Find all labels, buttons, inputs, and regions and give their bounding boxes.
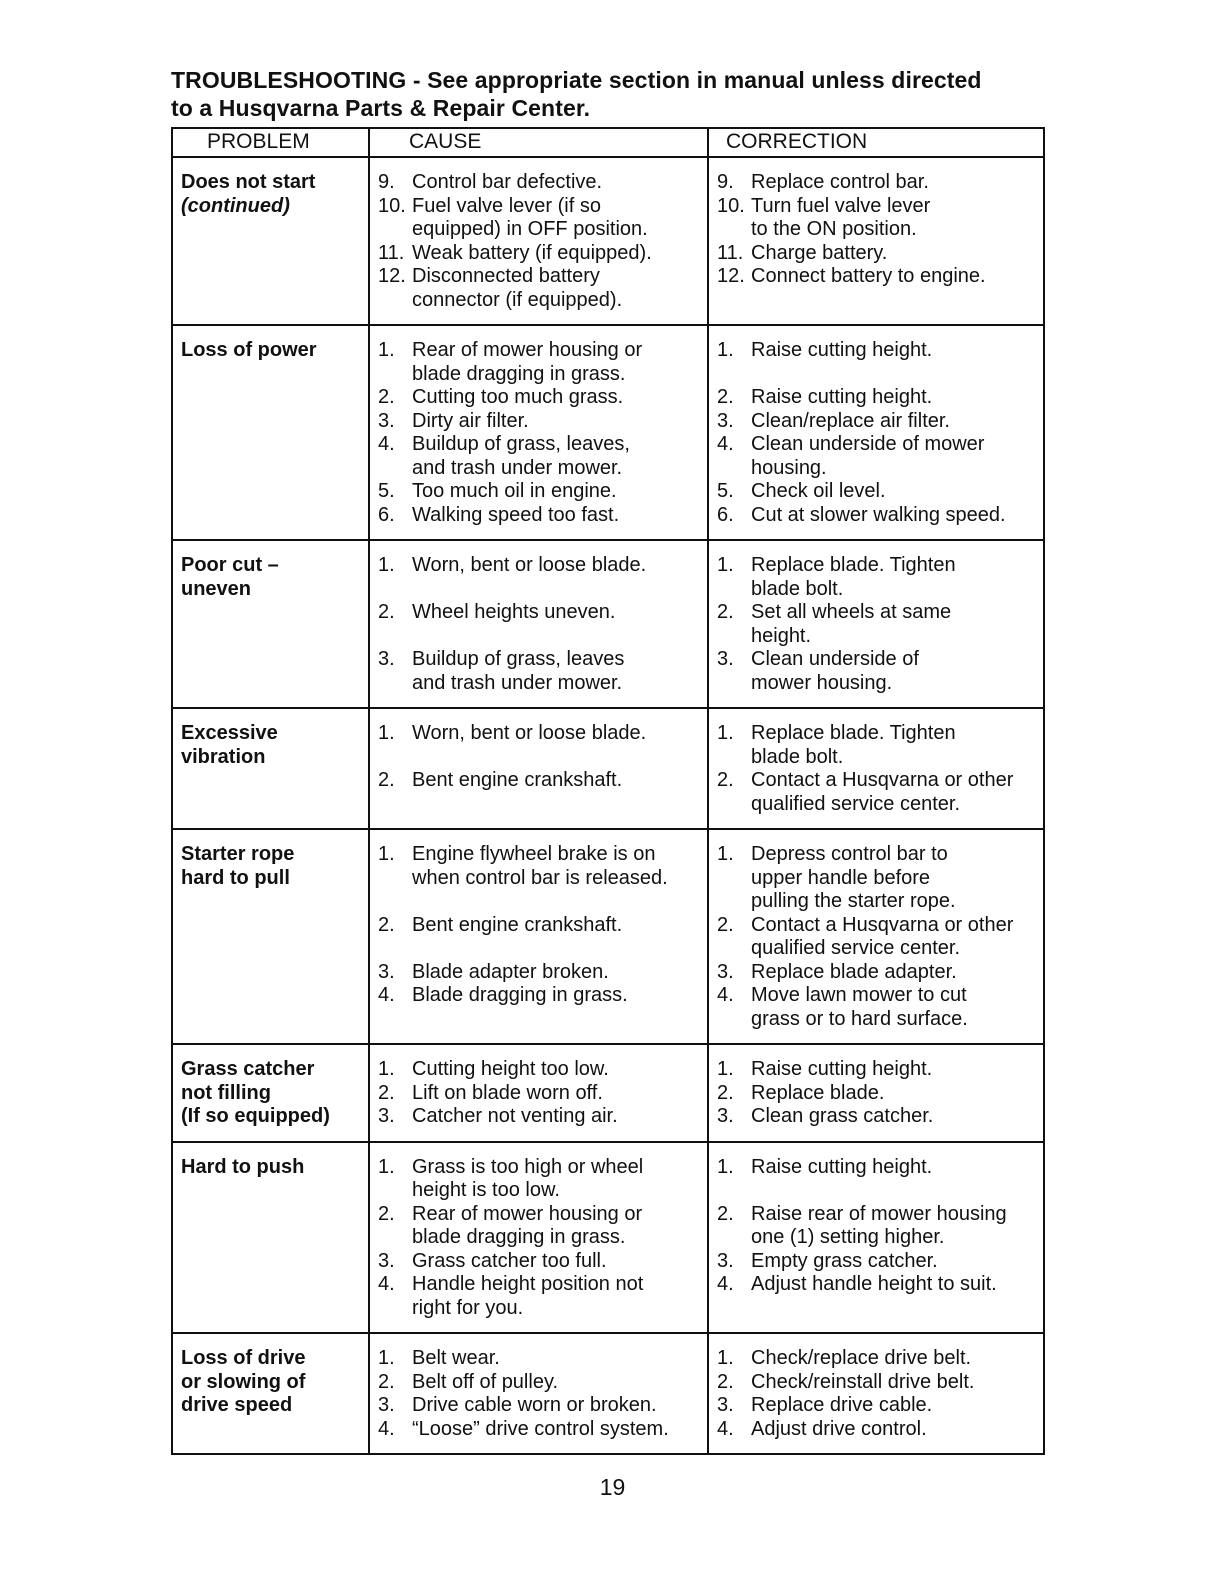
item-number: 2. bbox=[378, 1202, 395, 1225]
item-number: 1. bbox=[378, 1058, 395, 1080]
cause-cell bbox=[369, 325, 708, 540]
cause-item bbox=[378, 386, 703, 410]
item-number: 4. bbox=[378, 433, 395, 455]
cause-item bbox=[378, 339, 703, 386]
item-text: Grass is too high or wheel bbox=[412, 1155, 644, 1178]
cause-item bbox=[378, 1418, 703, 1442]
problem-cell bbox=[172, 829, 369, 1044]
cause-item bbox=[378, 843, 703, 914]
item-text: when control bar is released. bbox=[412, 866, 668, 889]
item-text: Catcher not venting air. bbox=[412, 1105, 618, 1127]
header-problem: PROBLEM bbox=[172, 128, 369, 157]
item-text: Raise cutting height. bbox=[751, 1155, 933, 1178]
item-number: 3. bbox=[717, 648, 734, 670]
item-text: Clean underside of mower bbox=[751, 433, 985, 455]
item-number: 3. bbox=[717, 409, 734, 432]
correction-item bbox=[717, 1105, 1039, 1129]
problem-text: uneven bbox=[181, 577, 252, 600]
cause-item bbox=[378, 554, 703, 601]
item-text: Blade dragging in grass. bbox=[412, 984, 628, 1006]
cause-item bbox=[378, 769, 703, 793]
problem-text: drive speed bbox=[181, 1394, 293, 1416]
problem-text: Hard to push bbox=[181, 1155, 305, 1178]
item-number: 10. bbox=[378, 194, 406, 217]
problem-text: or slowing of bbox=[181, 1370, 306, 1393]
cause-item bbox=[378, 1347, 703, 1371]
item-number: 3. bbox=[717, 960, 734, 983]
item-text: Replace blade. bbox=[751, 1081, 885, 1104]
title-line-2: to a Husqvarna Parts & Repair Center. bbox=[171, 95, 591, 121]
item-text: Cutting too much grass. bbox=[412, 386, 624, 408]
item-number: 5. bbox=[717, 480, 734, 502]
item-text: blade bolt. bbox=[751, 577, 844, 600]
item-text: Empty grass catcher. bbox=[751, 1249, 938, 1272]
cause-item bbox=[378, 648, 703, 695]
item-text: mower housing. bbox=[751, 671, 893, 694]
item-text: to the ON position. bbox=[751, 218, 917, 240]
item-text: Replace drive cable. bbox=[751, 1394, 933, 1416]
problem-text: Does not start bbox=[181, 171, 316, 193]
item-number: 4. bbox=[717, 984, 734, 1006]
item-text: Raise cutting height. bbox=[751, 1058, 933, 1080]
item-number: 12. bbox=[717, 265, 745, 287]
problem-cell bbox=[172, 540, 369, 708]
item-text: blade bolt. bbox=[751, 745, 844, 768]
correction-item bbox=[717, 410, 1039, 434]
item-text: Raise rear of mower housing bbox=[751, 1202, 1007, 1225]
item-number: 2. bbox=[717, 601, 734, 623]
cause-item bbox=[378, 1082, 703, 1106]
correction-cell bbox=[708, 540, 1044, 708]
cause-item bbox=[378, 1394, 703, 1418]
correction-item bbox=[717, 1250, 1039, 1274]
correction-item bbox=[717, 843, 1039, 914]
item-text: upper handle before bbox=[751, 866, 931, 889]
item-number: 4. bbox=[378, 984, 395, 1006]
item-text bbox=[751, 363, 1039, 387]
page-title bbox=[171, 66, 1071, 122]
correction-item bbox=[717, 195, 1039, 242]
problem-cell bbox=[172, 708, 369, 829]
item-text bbox=[412, 746, 703, 770]
item-number: 9. bbox=[717, 171, 734, 193]
item-number: 2. bbox=[717, 1370, 734, 1393]
correction-cell bbox=[708, 1142, 1044, 1334]
item-text: Raise cutting height. bbox=[751, 339, 933, 361]
correction-item bbox=[717, 171, 1039, 195]
item-text: Control bar defective. bbox=[412, 171, 603, 193]
cause-item bbox=[378, 171, 703, 195]
table-row bbox=[172, 157, 1044, 325]
item-text: Connect battery to engine. bbox=[751, 265, 986, 287]
correction-item bbox=[717, 480, 1039, 504]
problem-text: (continued) bbox=[181, 194, 290, 217]
item-text: qualified service center. bbox=[751, 937, 961, 959]
problem-text: vibration bbox=[181, 745, 266, 768]
item-text: Charge battery. bbox=[751, 241, 888, 264]
cause-item bbox=[378, 242, 703, 266]
item-text: qualified service center. bbox=[751, 792, 961, 815]
item-text: Engine flywheel brake is on bbox=[412, 843, 656, 865]
troubleshooting-table bbox=[171, 127, 1045, 1455]
item-text bbox=[412, 937, 703, 961]
item-number: 3. bbox=[378, 1105, 395, 1127]
item-number: 2. bbox=[378, 1081, 395, 1104]
cause-item bbox=[378, 410, 703, 434]
item-number: 1. bbox=[378, 339, 395, 361]
correction-item bbox=[717, 1347, 1039, 1371]
item-text bbox=[751, 1179, 1039, 1203]
problem-text: Loss of drive bbox=[181, 1347, 306, 1369]
correction-item bbox=[717, 339, 1039, 386]
item-number: 3. bbox=[717, 1105, 734, 1127]
item-number: 4. bbox=[378, 1273, 395, 1295]
item-text: Cut at slower walking speed. bbox=[751, 503, 1006, 526]
item-text: connector (if equipped). bbox=[412, 288, 623, 311]
header-correction: CORRECTION bbox=[708, 128, 1044, 157]
item-text: Grass catcher too full. bbox=[412, 1249, 607, 1272]
item-number: 6. bbox=[378, 503, 395, 526]
cause-item bbox=[378, 1105, 703, 1129]
correction-cell bbox=[708, 157, 1044, 325]
cause-item bbox=[378, 961, 703, 985]
cause-item bbox=[378, 601, 703, 648]
item-text: and trash under mower. bbox=[412, 671, 623, 694]
item-text: Buildup of grass, leaves, bbox=[412, 433, 630, 455]
item-number: 9. bbox=[378, 171, 395, 193]
item-number: 2. bbox=[378, 1370, 395, 1393]
item-text: Bent engine crankshaft. bbox=[412, 769, 623, 791]
item-number: 3. bbox=[378, 648, 395, 670]
problem-text: Grass catcher bbox=[181, 1058, 315, 1080]
cause-cell bbox=[369, 1333, 708, 1454]
item-text: Belt off of pulley. bbox=[412, 1370, 559, 1393]
item-number: 2. bbox=[378, 601, 395, 623]
cause-item bbox=[378, 984, 703, 1008]
item-text: Rear of mower housing or bbox=[412, 339, 643, 361]
item-text: Adjust drive control. bbox=[751, 1417, 927, 1440]
table-row bbox=[172, 540, 1044, 708]
correction-item bbox=[717, 769, 1039, 816]
item-text: Check/replace drive belt. bbox=[751, 1347, 972, 1369]
cause-item bbox=[378, 1273, 703, 1320]
item-text: Belt wear. bbox=[412, 1347, 500, 1369]
item-text: height. bbox=[751, 624, 812, 647]
item-text: pulling the starter rope. bbox=[751, 890, 956, 912]
item-text: Blade adapter broken. bbox=[412, 960, 609, 983]
item-number: 1. bbox=[717, 339, 734, 361]
correction-cell bbox=[708, 1333, 1044, 1454]
item-number: 1. bbox=[378, 843, 395, 865]
item-text: Clean underside of bbox=[751, 648, 919, 670]
correction-item bbox=[717, 914, 1039, 961]
correction-item bbox=[717, 984, 1039, 1031]
cause-item bbox=[378, 1203, 703, 1250]
item-number: 2. bbox=[378, 386, 395, 408]
item-number: 5. bbox=[378, 480, 395, 502]
correction-item bbox=[717, 242, 1039, 266]
correction-item bbox=[717, 648, 1039, 695]
item-text: Bent engine crankshaft. bbox=[412, 913, 623, 936]
item-text: Walking speed too fast. bbox=[412, 503, 620, 526]
item-number: 1. bbox=[717, 1155, 734, 1178]
correction-item bbox=[717, 1394, 1039, 1418]
item-text: Raise cutting height. bbox=[751, 386, 933, 408]
item-number: 11. bbox=[717, 241, 744, 264]
item-text: and trash under mower. bbox=[412, 456, 623, 479]
item-text: Buildup of grass, leaves bbox=[412, 648, 625, 670]
item-number: 3. bbox=[717, 1394, 734, 1416]
correction-item bbox=[717, 1273, 1039, 1297]
correction-item bbox=[717, 601, 1039, 648]
item-number: 11. bbox=[378, 241, 405, 264]
item-number: 4. bbox=[717, 433, 734, 455]
item-number: 4. bbox=[717, 1273, 734, 1295]
item-number: 3. bbox=[378, 1394, 395, 1416]
table-row bbox=[172, 1044, 1044, 1142]
item-number: 1. bbox=[717, 1058, 734, 1080]
cause-cell bbox=[369, 540, 708, 708]
item-text: Clean grass catcher. bbox=[751, 1105, 934, 1127]
correction-cell bbox=[708, 708, 1044, 829]
problem-text: hard to pull bbox=[181, 866, 290, 889]
cause-item bbox=[378, 1156, 703, 1203]
item-text: Weak battery (if equipped). bbox=[412, 241, 652, 264]
item-number: 2. bbox=[717, 1202, 734, 1225]
item-text: Cutting height too low. bbox=[412, 1058, 609, 1080]
correction-item bbox=[717, 265, 1039, 289]
item-number: 1. bbox=[717, 1347, 734, 1369]
correction-item bbox=[717, 1156, 1039, 1203]
item-text: Replace control bar. bbox=[751, 171, 929, 193]
item-number: 4. bbox=[717, 1417, 734, 1440]
correction-item bbox=[717, 554, 1039, 601]
item-text bbox=[412, 625, 703, 649]
item-text: blade dragging in grass. bbox=[412, 1226, 626, 1248]
correction-item bbox=[717, 1203, 1039, 1250]
item-number: 1. bbox=[717, 554, 734, 576]
item-text bbox=[412, 578, 703, 602]
item-number: 1. bbox=[378, 722, 395, 744]
item-text: right for you. bbox=[412, 1296, 524, 1319]
item-text: Fuel valve lever (if so bbox=[412, 194, 601, 217]
item-text: Replace blade adapter. bbox=[751, 960, 957, 983]
item-number: 2. bbox=[717, 769, 734, 791]
problem-cell bbox=[172, 1142, 369, 1334]
cause-item bbox=[378, 1058, 703, 1082]
correction-item bbox=[717, 433, 1039, 480]
correction-item bbox=[717, 1082, 1039, 1106]
item-text: blade dragging in grass. bbox=[412, 362, 626, 385]
item-text bbox=[412, 890, 703, 914]
item-text: Worn, bent or loose blade. bbox=[412, 722, 647, 744]
correction-cell bbox=[708, 325, 1044, 540]
item-text: equipped) in OFF position. bbox=[412, 218, 648, 240]
problem-cell bbox=[172, 1044, 369, 1142]
cause-item bbox=[378, 504, 703, 528]
cause-item bbox=[378, 914, 703, 961]
correction-item bbox=[717, 1058, 1039, 1082]
item-text: Set all wheels at same bbox=[751, 601, 952, 623]
correction-item bbox=[717, 386, 1039, 410]
cause-cell bbox=[369, 1142, 708, 1334]
item-text: Move lawn mower to cut bbox=[751, 984, 967, 1006]
item-number: 2. bbox=[378, 769, 395, 791]
item-text: Dirty air filter. bbox=[412, 409, 529, 432]
correction-cell bbox=[708, 1044, 1044, 1142]
table-header-row bbox=[172, 128, 1044, 157]
item-text: Lift on blade worn off. bbox=[412, 1081, 603, 1104]
item-number: 2. bbox=[378, 913, 395, 936]
cause-item bbox=[378, 722, 703, 769]
item-text: Check/reinstall drive belt. bbox=[751, 1370, 975, 1393]
cause-item bbox=[378, 265, 703, 312]
item-text: Depress control bar to bbox=[751, 843, 948, 865]
problem-text: Poor cut – bbox=[181, 554, 279, 576]
item-text: housing. bbox=[751, 456, 827, 479]
table-body bbox=[172, 157, 1044, 1454]
item-text: Handle height position not bbox=[412, 1273, 644, 1295]
correction-item bbox=[717, 1418, 1039, 1442]
item-text: Worn, bent or loose blade. bbox=[412, 554, 647, 576]
item-number: 1. bbox=[378, 1347, 395, 1369]
item-text: Replace blade. Tighten bbox=[751, 554, 956, 576]
item-number: 10. bbox=[717, 194, 745, 217]
correction-item bbox=[717, 1371, 1039, 1395]
item-number: 2. bbox=[717, 1081, 734, 1104]
item-number: 1. bbox=[717, 843, 734, 865]
table-row bbox=[172, 829, 1044, 1044]
item-number: 2. bbox=[717, 913, 734, 936]
page-number: 19 bbox=[599, 1474, 626, 1500]
item-text: Turn fuel valve lever bbox=[751, 194, 931, 217]
item-text: “Loose” drive control system. bbox=[412, 1417, 669, 1440]
cause-item bbox=[378, 480, 703, 504]
item-text: height is too low. bbox=[412, 1179, 560, 1201]
table-row bbox=[172, 325, 1044, 540]
item-number: 3. bbox=[378, 1249, 395, 1272]
table-row bbox=[172, 708, 1044, 829]
cause-cell bbox=[369, 1044, 708, 1142]
problem-cell bbox=[172, 157, 369, 325]
item-number: 1. bbox=[378, 554, 395, 576]
item-number: 2. bbox=[717, 386, 734, 408]
item-text: Replace blade. Tighten bbox=[751, 722, 956, 744]
item-text: Too much oil in engine. bbox=[412, 480, 617, 502]
problem-text: Starter rope bbox=[181, 843, 295, 865]
cause-cell bbox=[369, 157, 708, 325]
cause-cell bbox=[369, 708, 708, 829]
item-number: 1. bbox=[717, 722, 734, 744]
table-row bbox=[172, 1333, 1044, 1454]
table-row bbox=[172, 1142, 1044, 1334]
problem-text: Excessive bbox=[181, 722, 278, 744]
item-text: Check oil level. bbox=[751, 480, 886, 502]
problem-text: Loss of power bbox=[181, 339, 317, 361]
item-text: Disconnected battery bbox=[412, 265, 600, 287]
title-line-1: TROUBLESHOOTING - See appropriate section in manual unless directed bbox=[171, 67, 982, 93]
item-text: Contact a Husqvarna or other bbox=[751, 913, 1014, 936]
cause-item bbox=[378, 1371, 703, 1395]
correction-cell bbox=[708, 829, 1044, 1044]
item-text: Rear of mower housing or bbox=[412, 1202, 643, 1225]
problem-cell bbox=[172, 325, 369, 540]
item-text: grass or to hard surface. bbox=[751, 1007, 968, 1030]
correction-item bbox=[717, 722, 1039, 769]
item-number: 3. bbox=[378, 409, 395, 432]
cause-item bbox=[378, 195, 703, 242]
correction-item bbox=[717, 504, 1039, 528]
item-text: Adjust handle height to suit. bbox=[751, 1273, 997, 1295]
item-number: 3. bbox=[717, 1249, 734, 1272]
item-number: 3. bbox=[378, 960, 395, 983]
cause-item bbox=[378, 433, 703, 480]
item-text: Drive cable worn or broken. bbox=[412, 1394, 657, 1416]
item-text: one (1) setting higher. bbox=[751, 1226, 945, 1248]
item-number: 12. bbox=[378, 265, 406, 287]
item-number: 4. bbox=[378, 1417, 395, 1440]
item-text: Clean/replace air filter. bbox=[751, 409, 950, 432]
header-cause: CAUSE bbox=[369, 128, 708, 157]
item-number: 1. bbox=[378, 1155, 395, 1178]
problem-text: not filling bbox=[181, 1081, 271, 1104]
cause-cell bbox=[369, 829, 708, 1044]
problem-cell bbox=[172, 1333, 369, 1454]
item-number: 6. bbox=[717, 503, 734, 526]
item-text: Wheel heights uneven. bbox=[412, 601, 616, 623]
cause-item bbox=[378, 1250, 703, 1274]
item-text: Contact a Husqvarna or other bbox=[751, 769, 1014, 791]
problem-text: (If so equipped) bbox=[181, 1105, 330, 1127]
correction-item bbox=[717, 961, 1039, 985]
